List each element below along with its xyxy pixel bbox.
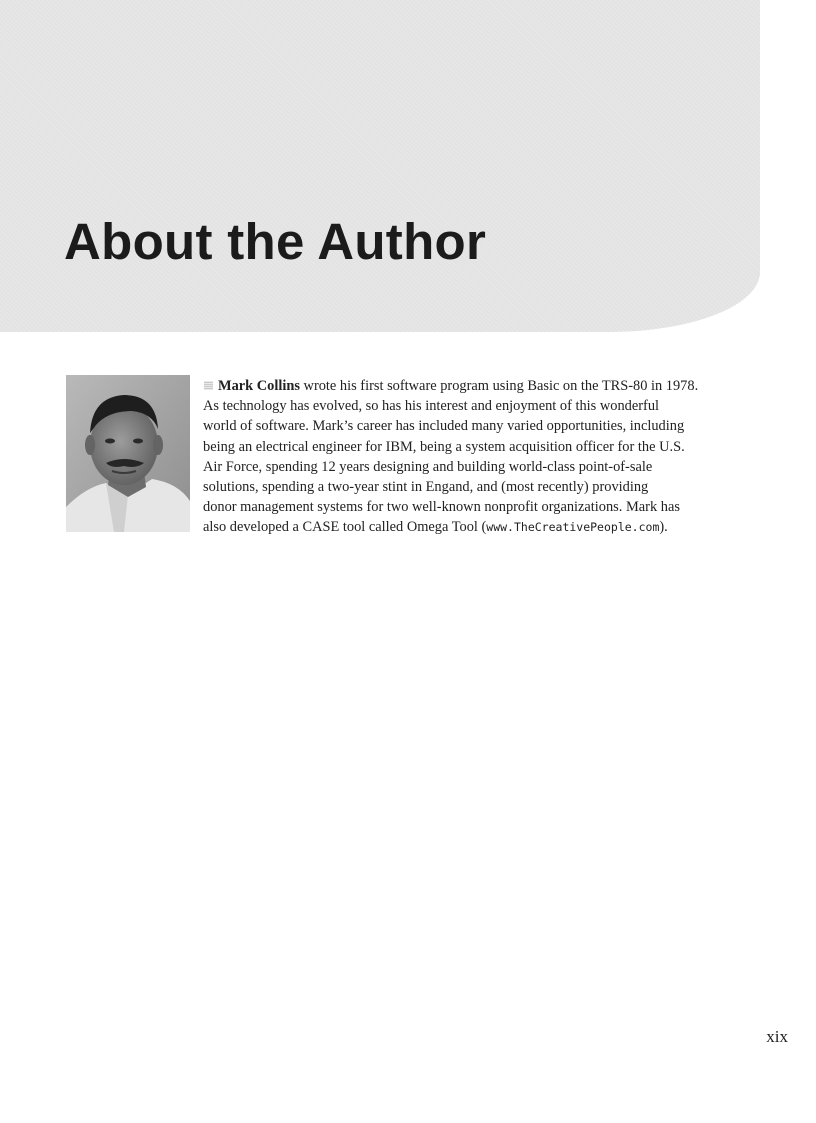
bio-line-text: ). [659,519,668,536]
author-photo [66,375,190,532]
chapter-title: About the Author [64,213,487,270]
page-number: xix [766,1027,788,1046]
bio-line: world of software. Mark’s career has included many varied opportunities, including [203,418,685,435]
bio-line: Air Force, spending 12 years designing and building world-class point-of-sale [203,458,653,475]
bio-line: As technology has evolved, so has his interest and enjoyment of this wonderful [203,398,660,415]
chapter-banner [0,0,760,332]
bio-line [203,376,783,396]
bio-line: being an electrical engineer for IBM, being a system acquisition officer for the U.S. [203,438,685,455]
website-link[interactable]: www.TheCreativePeople.com [486,520,660,535]
bullet-icon [204,381,213,390]
bio-line [203,517,783,537]
bio-line: donor management systems for two well-known nonprofit organizations. Mark has [203,499,680,516]
author-bio [203,376,783,538]
author-name: Mark Collins [218,378,300,394]
bio-line-text: wrote his first software program using Basic on the TRS-80 in 1978. [299,378,699,394]
bio-line-text: also developed a CASE tool called Omega Tool ( [203,519,487,536]
bio-line: solutions, spending a two-year stint in Engand, and (most recently) providing [203,479,649,496]
